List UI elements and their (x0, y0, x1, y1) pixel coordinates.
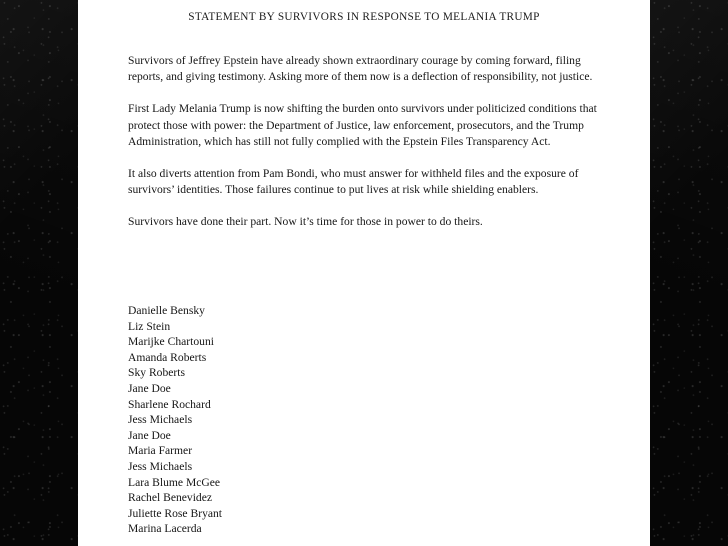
document-title: STATEMENT BY SURVIVORS IN RESPONSE TO MELANIA TRUMP (188, 11, 540, 23)
signatory-name: Marina Lacerda (128, 522, 202, 536)
right-dark-border (650, 0, 728, 546)
signatory-name: Jane Doe (128, 428, 171, 442)
signatory-name: Lara Blume McGee (128, 475, 221, 489)
signatory-name: Danielle Bensky (128, 304, 205, 317)
signatory-name: Jess Michaels (128, 459, 193, 473)
statement-paragraph: Survivors have done their part. Now it’s time for those in power to do theirs. (128, 215, 483, 229)
signatory-name: Juliette Rose Bryant (128, 506, 223, 520)
signatory-name: Sky Roberts (128, 366, 186, 380)
signatory-list (128, 303, 598, 537)
statement-paragraph: It also diverts attention from Pam Bondi, who must answer for withheld files and the exposure of survivors’ identities. Those failures continue to put lives at risk while shielding enablers. (128, 167, 579, 197)
statement-paragraph: First Lady Melania Trump is now shifting the burden onto survivors under politicized conditions that protect those with power: the Department of Justice, law enforcement, prosecutors, and the Trump Administration, which has still not fully complied with the Epstein Files Transparency Act. (128, 102, 597, 148)
statement-document-page (78, 0, 650, 546)
signatory-name: Maria Farmer (128, 444, 193, 458)
signatory-name: Jess Michaels (128, 413, 193, 427)
signatory-name: Marijke Chartouni (128, 335, 214, 349)
signatory-name: Amanda Roberts (128, 350, 207, 364)
signatory-name: Liz Stein (128, 319, 171, 333)
statement-paragraph: Survivors of Jeffrey Epstein have already shown extraordinary courage by coming forward, filing reports, and giving testimony. Asking more of them now is a deflection of responsibility, not justice. (128, 54, 593, 84)
signatory-name: Sharlene Rochard (128, 397, 211, 411)
signatory-name: Rachel Benevidez (128, 491, 213, 505)
signatory-name: Jane Doe (128, 381, 171, 395)
statement-body (128, 53, 598, 231)
left-dark-border (0, 0, 78, 546)
